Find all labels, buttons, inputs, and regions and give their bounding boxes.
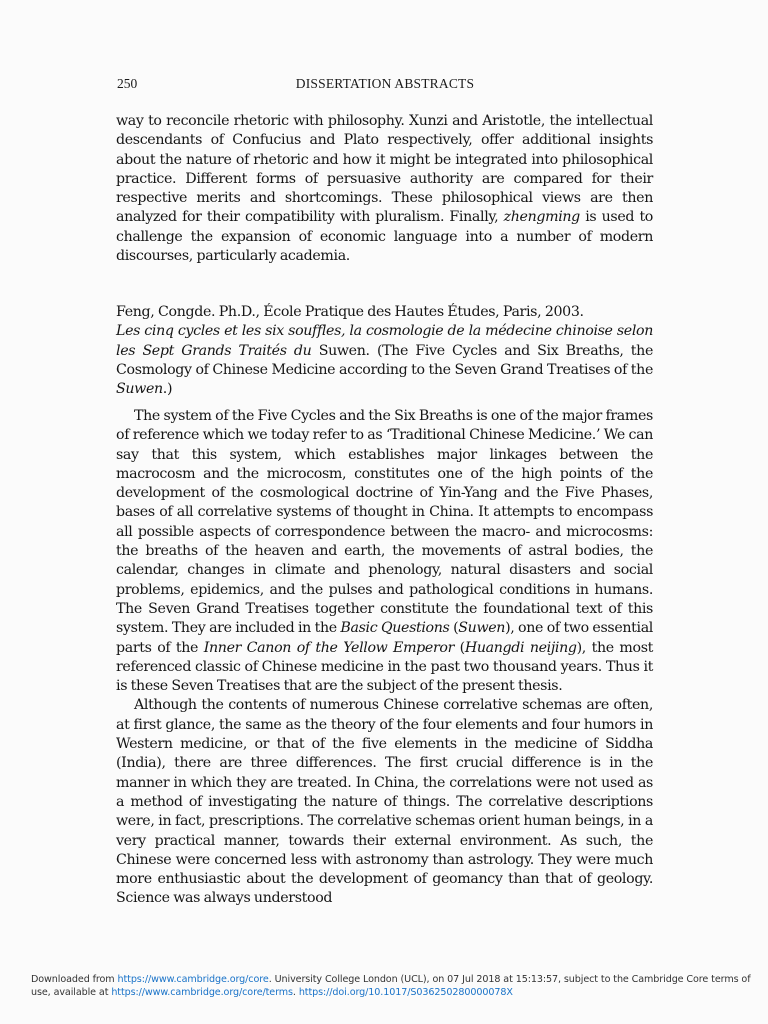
italic-term: Suwen	[458, 620, 506, 637]
paragraph	[116, 112, 653, 266]
previous-abstract-continuation	[116, 112, 653, 266]
dissertation-title	[116, 322, 653, 399]
doi-link[interactable]: https://doi.org/10.1017/S036250280000078X	[298, 986, 513, 998]
text-span: The system of the Five Cycles and the Six Breaths is one of the major frames of reference which we today refer to as ‘Traditional Chinese Medicine.’ We can say that this system, which establishes major linkages between the macrocosm and the microcosm, constitutes one of the high points of the development of the cosmological doctrine of Yin-Yang and the Five Phases, bases of all correlative systems of thought in China. It attempts to encompass all possible aspects of correspondence between the macro- and microcosms: the breaths of the heaven and earth, the movements of astral bodies, the calendar, changes in climate and phenology, natural disasters and social problems, epidemics, and the pulses and pathological conditions in humans. The Seven Grand Treatises together constitute the foundational text of this system. They are included in the	[116, 408, 653, 637]
italic-term: Basic Questions	[340, 620, 450, 637]
running-head	[117, 76, 653, 94]
terms-link[interactable]: https://www.cambridge.org/core/terms	[111, 986, 293, 998]
footer-text: .	[292, 986, 299, 998]
italic-term: Huangdi neijing	[464, 639, 577, 656]
text-span: ), one of two essential parts of the	[116, 620, 653, 656]
abstract-paragraph-2: Although the contents of numerous Chinese correlative schemas are often, at first glance, the same as the theory of the four elements and four humors in Western medicine, or that of the five elements in the medicine of Siddha (India), there are three differences. The first crucial difference is in the manner in which they are treated. In China, the correlations were not used as a method of investigating the nature of things. The correlative descriptions were, in fact, prescriptions. The correlative schemas orient human beings, in a very practical manner, towards their external environment. As such, the Chinese were concerned less with astronomy than astrology. They were much more enthusiastic about the development of geomancy than that of geology. Science was always understood	[116, 697, 653, 907]
text-span: is used to challenge the expansion of economic language into a number of modern discourses, particularly academia.	[116, 209, 653, 265]
text-span: way to reconcile rhetoric with philosophy. Xunzi and Aristotle, the intellectual descendants of Confucius and Plato respectively, offer additional insights about the nature of rhetoric and how it might be integrated into philosophical practice. Different forms of persuasive authority are compared for their respective merits and shortcomings. These philosophical views are then analyzed for their compatibility with pluralism. Finally,	[116, 113, 653, 226]
text-span: ), the most referenced classic of Chinese medicine in the past two thousand years. Thus it is these Seven Treatises that are the subject of the present thesis.	[116, 639, 653, 695]
text-span: (	[454, 639, 465, 656]
title-end: .)	[162, 381, 173, 398]
cambridge-core-link[interactable]: https://www.cambridge.org/core	[117, 974, 269, 985]
footer-text: . University College London (UCL), on 07 Jul 2018 at 15:13:57, subject to the Cambridge Core terms of use, available at	[31, 974, 751, 998]
italic-term: zhengming	[503, 209, 580, 226]
title-roman: Suwen. (The Five Cycles and Six Breaths, the Cosmology of Chinese Medicine according to the Seven Grand Treatises of the	[116, 342, 653, 378]
title-suwen: Suwen	[116, 381, 163, 398]
dissertation-entry-header	[116, 303, 653, 399]
abstract-paragraph-1	[116, 407, 653, 696]
footer-text: Downloaded from	[31, 974, 118, 985]
abstract-body	[116, 407, 653, 909]
journal-title: DISSERTATION ABSTRACTS	[295, 76, 475, 91]
download-footer	[31, 974, 761, 1000]
text-span: (	[449, 620, 459, 637]
page-number: 250	[117, 76, 138, 91]
citation-line: Feng, Congde. Ph.D., École Pratique des Hautes Études, Paris, 2003.	[116, 304, 584, 320]
title-italic: Les cinq cycles et les six souffles, la cosmologie de la médecine chinoise selon les Sept Grands Traités du	[116, 323, 653, 359]
italic-term: Inner Canon of the Yellow Emperor	[203, 639, 455, 656]
